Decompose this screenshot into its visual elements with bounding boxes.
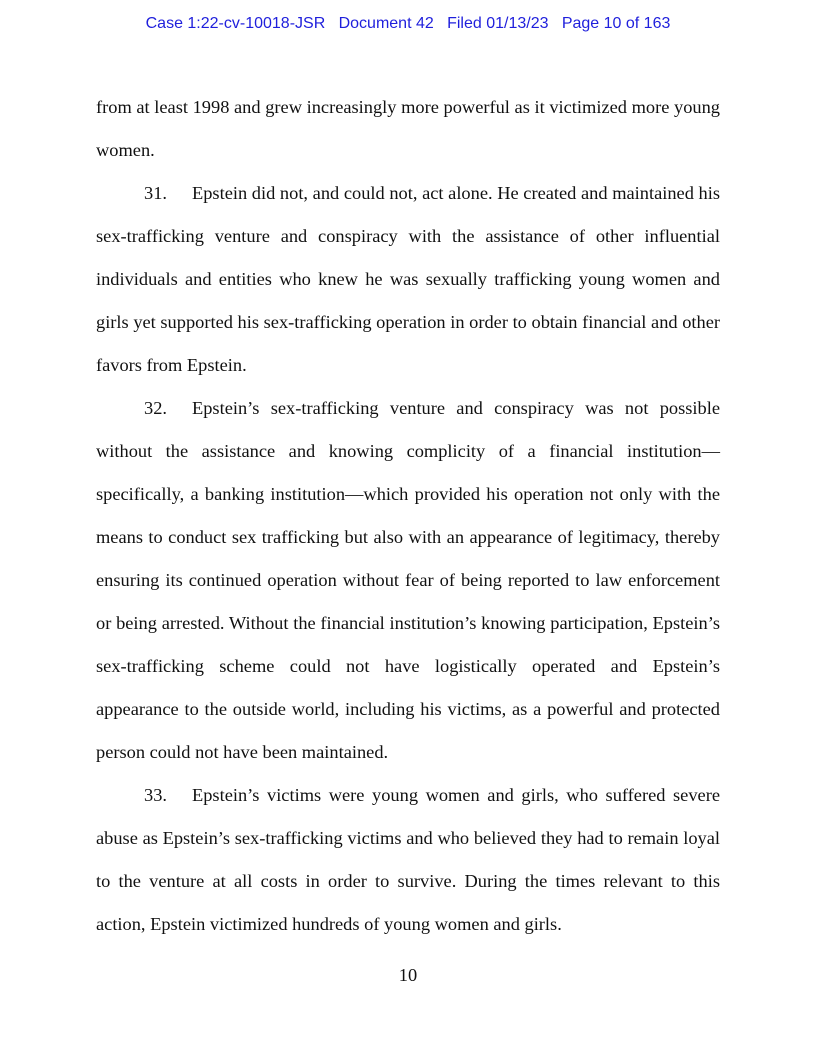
paragraph-33 <box>96 774 720 946</box>
continuation-paragraph: from at least 1998 and grew increasingly more powerful as it victimized more young women. <box>96 97 720 160</box>
paragraph-number: 31. <box>144 183 167 203</box>
paragraph-number: 33. <box>144 785 167 805</box>
paragraph-text: Epstein’s sex-trafficking venture and conspiracy was not possible without the assistance and knowing complicity of a financial institution—specifically, a banking institution—which provided his operation not only with the means to conduct sex trafficking but also with an appearance of legitimacy, thereby ensuring its continued operation without fear of being reported to law enforcement or being arrested. Without the financial institution’s knowing participation, Epstein’s sex-trafficking scheme could not have logistically operated and Epstein’s appearance to the outside world, including his victims, as a powerful and protected person could not have been maintained. <box>96 398 720 762</box>
paragraph-number: 32. <box>144 398 167 418</box>
paragraph-text: Epstein’s victims were young women and girls, who suffered severe abuse as Epstein’s sex-trafficking victims and who believed they had to remain loyal to the venture at all costs in order to survive. During the times relevant to this action, Epstein victimized hundreds of young women and girls. <box>96 785 720 934</box>
paragraph-31 <box>96 172 720 387</box>
document-body <box>96 86 720 946</box>
case-header: Case 1:22-cv-10018-JSR Document 42 Filed 01/13/23 Page 10 of 163 <box>145 15 671 32</box>
paragraph-text: Epstein did not, and could not, act alone. He created and maintained his sex-trafficking venture and conspiracy with the assistance of other influential individuals and entities who knew he was sexually trafficking young women and girls yet supported his sex-trafficking operation in order to obtain financial and other favors from Epstein. <box>96 183 720 375</box>
paragraph-32 <box>96 387 720 774</box>
page-number: 10 <box>398 965 418 985</box>
